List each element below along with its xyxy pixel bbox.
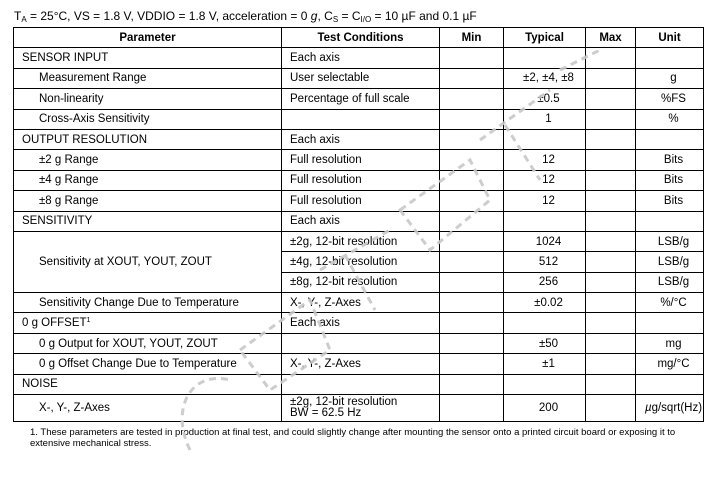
- typ-cell: 12: [504, 191, 586, 211]
- test-cell: Percentage of full scale: [282, 89, 440, 109]
- typ-cell: ±0.02: [504, 293, 586, 313]
- typ-cell: [504, 374, 586, 394]
- unit-cell: [636, 48, 704, 68]
- max-cell: [586, 333, 636, 353]
- max-cell: [586, 272, 636, 292]
- min-cell: [440, 395, 504, 422]
- param-cell: Sensitivity Change Due to Temperature: [14, 293, 282, 313]
- param-cell: SENSOR INPUT: [14, 48, 282, 68]
- max-cell: [586, 129, 636, 149]
- typ-cell: 256: [504, 272, 586, 292]
- header-max: Max: [586, 28, 636, 48]
- min-cell: [440, 109, 504, 129]
- table-header-row: [14, 28, 704, 48]
- max-cell: [586, 191, 636, 211]
- test-cell: ±8g, 12-bit resolution: [282, 272, 440, 292]
- max-cell: [586, 211, 636, 231]
- max-cell: [586, 48, 636, 68]
- unit-cell: %/°C: [636, 293, 704, 313]
- min-cell: [440, 129, 504, 149]
- typ-cell: [504, 211, 586, 231]
- test-cell: ±4g, 12-bit resolution: [282, 252, 440, 272]
- unit-cell: g: [636, 68, 704, 88]
- test-cell: ±2g, 12-bit resolution: [282, 231, 440, 251]
- test-cell: User selectable: [282, 68, 440, 88]
- typ-cell: 512: [504, 252, 586, 272]
- footnote: 1. These parameters are tested in production at final test, and could slightly change after mounting the sensor onto a printed circuit board or exposing it to extensive mechanical stress.: [30, 427, 676, 449]
- param-cell: NOISE: [14, 374, 282, 394]
- typ-cell: 12: [504, 150, 586, 170]
- table-row: [14, 313, 704, 333]
- min-cell: [440, 272, 504, 292]
- max-cell: [586, 109, 636, 129]
- unit-cell: [636, 211, 704, 231]
- test-conditions-line: $T_A = 25^\circ C$, VS = 1.8 V, VDDIO = 1.8 V, acceleration = 0 g, $C_S = C_{I/O} = 10$ µF and 0.1 µF: [14, 9, 477, 24]
- unit-cell: mg/°C: [636, 354, 704, 374]
- table-row: [14, 374, 704, 394]
- typ-cell: ±50: [504, 333, 586, 353]
- param-cell: [14, 313, 282, 333]
- max-cell: [586, 374, 636, 394]
- max-cell: [586, 354, 636, 374]
- typ-cell: 200: [504, 395, 586, 422]
- min-cell: [440, 374, 504, 394]
- min-cell: [440, 48, 504, 68]
- header-min: Min: [440, 28, 504, 48]
- typ-cell: ±0.5: [504, 89, 586, 109]
- typ-cell: 12: [504, 170, 586, 190]
- table-row: [14, 191, 704, 211]
- unit-mu: µ: [644, 402, 652, 415]
- noise-test-line-1: ±2g, 12-bit resolution: [290, 396, 398, 409]
- param-cell: 0 g Offset Change Due to Temperature: [14, 354, 282, 374]
- typ-cell: [504, 48, 586, 68]
- param-cell: Measurement Range: [14, 68, 282, 88]
- typ-cell: 1: [504, 109, 586, 129]
- header-typical: Typical: [504, 28, 586, 48]
- table-row: [14, 354, 704, 374]
- min-cell: [440, 252, 504, 272]
- typ-cell: [504, 313, 586, 333]
- table-row: [14, 129, 704, 149]
- min-cell: [440, 211, 504, 231]
- typ-cell: ±2, ±4, ±8: [504, 68, 586, 88]
- min-cell: [440, 170, 504, 190]
- param-cell: ±8 g Range: [14, 191, 282, 211]
- min-cell: [440, 293, 504, 313]
- max-cell: [586, 395, 636, 422]
- test-cell: Full resolution: [282, 170, 440, 190]
- table-row: [14, 293, 704, 313]
- min-cell: [440, 89, 504, 109]
- typ-cell: [504, 129, 586, 149]
- table-row: [14, 89, 704, 109]
- test-cell: [282, 333, 440, 353]
- min-cell: [440, 191, 504, 211]
- footnote-marker: 1: [86, 317, 91, 325]
- test-cell: [282, 109, 440, 129]
- test-cell: Each axis: [282, 211, 440, 231]
- test-cell: Each axis: [282, 48, 440, 68]
- min-cell: [440, 354, 504, 374]
- param-cell: SENSITIVITY: [14, 211, 282, 231]
- typ-cell: 1024: [504, 231, 586, 251]
- unit-cell: LSB/g: [636, 231, 704, 251]
- offset-label: 0 g OFFSET: [22, 317, 87, 330]
- header-parameter: Parameter: [14, 28, 282, 48]
- header-unit: Unit: [636, 28, 704, 48]
- table-row: [14, 211, 704, 231]
- table-row: [14, 48, 704, 68]
- table-row: [14, 231, 704, 251]
- param-cell: 0 g Output for XOUT, YOUT, ZOUT: [14, 333, 282, 353]
- param-cell: Cross-Axis Sensitivity: [14, 109, 282, 129]
- test-cell: Each axis: [282, 129, 440, 149]
- table-row: [14, 109, 704, 129]
- param-cell: X-, Y-, Z-Axes: [14, 395, 282, 422]
- min-cell: [440, 68, 504, 88]
- unit-cell: Bits: [636, 150, 704, 170]
- test-cell: X-, Y-, Z-Axes: [282, 354, 440, 374]
- max-cell: [586, 231, 636, 251]
- max-cell: [586, 89, 636, 109]
- param-cell: ±4 g Range: [14, 170, 282, 190]
- param-cell: ±2 g Range: [14, 150, 282, 170]
- unit-cell: %: [636, 109, 704, 129]
- param-cell: Sensitivity at XOUT, YOUT, ZOUT: [14, 231, 282, 292]
- table-row: [14, 68, 704, 88]
- max-cell: [586, 313, 636, 333]
- unit-cell: %FS: [636, 89, 704, 109]
- param-cell: OUTPUT RESOLUTION: [14, 129, 282, 149]
- unit-cell: mg: [636, 333, 704, 353]
- noise-test-line-2: BW = 62.5 Hz: [290, 407, 362, 420]
- max-cell: [586, 150, 636, 170]
- min-cell: [440, 333, 504, 353]
- param-cell: Non-linearity: [14, 89, 282, 109]
- unit-cell: [636, 395, 704, 422]
- max-cell: [586, 293, 636, 313]
- unit-cell: Bits: [636, 170, 704, 190]
- unit-cell: [636, 313, 704, 333]
- header-test-conditions: Test Conditions: [282, 28, 440, 48]
- table-row: [14, 333, 704, 353]
- max-cell: [586, 170, 636, 190]
- specifications-table: [13, 27, 704, 422]
- max-cell: [586, 68, 636, 88]
- table-row: [14, 170, 704, 190]
- table-row: [14, 395, 704, 422]
- table-row: [14, 150, 704, 170]
- min-cell: [440, 313, 504, 333]
- test-cell: [282, 374, 440, 394]
- unit-cell: Bits: [636, 191, 704, 211]
- unit-cell: LSB/g: [636, 272, 704, 292]
- unit-rest: g/sqrt(Hz): [651, 402, 703, 415]
- test-cell: [282, 395, 440, 422]
- unit-cell: [636, 129, 704, 149]
- unit-cell: LSB/g: [636, 252, 704, 272]
- test-cell: Each axis: [282, 313, 440, 333]
- test-cell: Full resolution: [282, 191, 440, 211]
- min-cell: [440, 150, 504, 170]
- test-cell: X-, Y-, Z-Axes: [282, 293, 440, 313]
- max-cell: [586, 252, 636, 272]
- min-cell: [440, 231, 504, 251]
- unit-cell: [636, 374, 704, 394]
- typ-cell: ±1: [504, 354, 586, 374]
- test-cell: Full resolution: [282, 150, 440, 170]
